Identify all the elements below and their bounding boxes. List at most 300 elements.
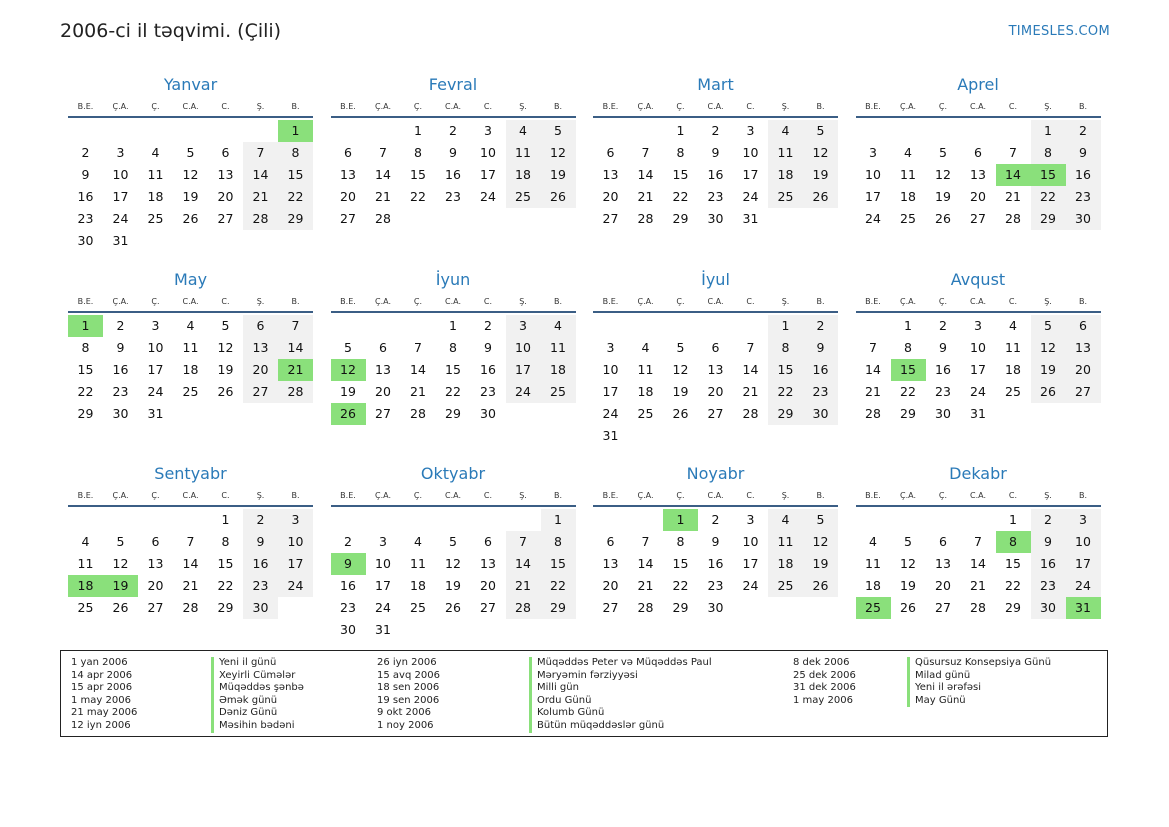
day-cell[interactable]: 25 <box>410 600 426 615</box>
day-cell[interactable]: 26 <box>803 186 838 208</box>
day-cell[interactable]: 20 <box>707 383 724 399</box>
day-cell[interactable]: 5 <box>676 339 685 355</box>
day-cell[interactable]: 8 <box>1031 142 1066 164</box>
day-cell[interactable]: 11 <box>410 556 426 571</box>
day-cell[interactable]: 13 <box>602 167 619 182</box>
day-cell[interactable]: 6 <box>974 145 982 160</box>
day-cell[interactable]: 12 <box>803 142 838 164</box>
day-cell[interactable]: 16 <box>1031 553 1066 575</box>
day-cell[interactable]: 11 <box>768 531 803 553</box>
day-cell[interactable]: 19 <box>672 383 689 399</box>
day-cell[interactable]: 16 <box>707 167 724 182</box>
day-cell[interactable]: 24 <box>742 189 759 204</box>
day-cell[interactable]: 17 <box>970 361 986 377</box>
day-cell[interactable]: 14 <box>278 337 313 359</box>
day-cell[interactable]: 10 <box>147 339 164 355</box>
day-cell[interactable]: 21 <box>182 578 199 593</box>
day-cell[interactable]: 21 <box>637 189 654 204</box>
day-cell[interactable]: 9 <box>1066 142 1101 164</box>
day-cell[interactable]: 4 <box>541 315 576 337</box>
day-cell[interactable]: 2 <box>803 315 838 337</box>
day-cell[interactable]: 28 <box>278 381 313 403</box>
day-cell[interactable]: 12 <box>217 339 234 355</box>
day-cell[interactable]: 24 <box>112 211 129 226</box>
day-cell[interactable]: 22 <box>445 383 461 399</box>
day-cell[interactable]: 12 <box>182 167 199 182</box>
day-cell[interactable]: 18 <box>541 359 576 381</box>
day-cell[interactable]: 16 <box>1066 164 1101 186</box>
day-cell[interactable]: 17 <box>375 578 391 593</box>
day-cell[interactable]: 29 <box>445 405 461 421</box>
day-cell[interactable]: 24 <box>375 600 391 615</box>
day-cell[interactable]: 7 <box>1009 145 1017 160</box>
day-cell[interactable]: 10 <box>112 167 129 182</box>
day-cell[interactable]: 30 <box>707 600 724 615</box>
day-cell[interactable]: 23 <box>935 383 951 399</box>
day-cell[interactable]: 12 <box>672 361 689 377</box>
day-cell[interactable]: 18 <box>768 164 803 186</box>
day-cell[interactable]: 17 <box>602 383 619 399</box>
day-cell[interactable]: 20 <box>602 578 619 593</box>
day-cell[interactable]: 5 <box>221 317 230 333</box>
day-cell[interactable]: 14 <box>970 556 986 571</box>
day-cell[interactable]: 17 <box>112 189 129 204</box>
day-cell[interactable]: 7 <box>641 145 650 160</box>
day-cell[interactable]: 13 <box>602 556 619 571</box>
day-cell[interactable]: 5 <box>116 534 125 549</box>
day-cell[interactable]: 23 <box>77 211 94 226</box>
day-cell[interactable]: 11 <box>77 556 94 571</box>
day-cell[interactable]: 26 <box>900 600 916 615</box>
day-cell[interactable]: 7 <box>379 145 387 160</box>
day-cell[interactable]: 19 <box>445 578 461 593</box>
day-cell[interactable]: 15 <box>672 167 689 182</box>
day-cell[interactable]: 8 <box>676 145 685 160</box>
day-cell[interactable]: 28 <box>970 600 986 615</box>
day-cell[interactable]: 1 <box>414 123 422 138</box>
day-cell[interactable]: 15 <box>410 167 426 182</box>
day-cell[interactable]: 24 <box>147 383 164 399</box>
day-cell[interactable]: 1 <box>768 315 803 337</box>
day-cell[interactable]: 22 <box>77 383 94 399</box>
day-cell[interactable]: 1 <box>278 120 313 142</box>
day-cell[interactable]: 20 <box>243 359 278 381</box>
day-cell[interactable]: 2 <box>449 123 457 138</box>
day-cell[interactable]: 25 <box>1005 383 1021 399</box>
day-cell[interactable]: 22 <box>672 578 689 593</box>
day-cell[interactable]: 23 <box>445 189 461 204</box>
day-cell[interactable]: 21 <box>970 578 986 593</box>
day-cell[interactable]: 30 <box>112 405 129 421</box>
day-cell[interactable]: 27 <box>602 600 619 615</box>
day-cell[interactable]: 9 <box>116 339 125 355</box>
day-cell[interactable]: 21 <box>506 575 541 597</box>
day-cell[interactable]: 14 <box>506 553 541 575</box>
day-cell[interactable]: 14 <box>182 556 199 571</box>
day-cell[interactable]: 3 <box>746 123 755 138</box>
day-cell[interactable]: 26 <box>182 211 199 226</box>
day-cell[interactable]: 17 <box>278 553 313 575</box>
day-cell[interactable]: 30 <box>707 211 724 226</box>
day-cell[interactable]: 31 <box>375 622 391 637</box>
day-cell[interactable]: 15 <box>278 164 313 186</box>
day-cell[interactable]: 31 <box>112 233 129 248</box>
day-cell[interactable]: 8 <box>414 145 422 160</box>
day-cell[interactable]: 1 <box>676 123 685 138</box>
day-cell[interactable]: 4 <box>904 145 912 160</box>
day-cell[interactable]: 8 <box>904 339 912 355</box>
day-cell[interactable]: 20 <box>935 578 951 593</box>
day-cell[interactable]: 13 <box>1066 337 1101 359</box>
day-cell[interactable]: 10 <box>480 145 496 160</box>
day-cell[interactable]: 11 <box>147 167 164 182</box>
day-cell[interactable]: 11 <box>768 142 803 164</box>
day-cell[interactable]: 6 <box>606 145 615 160</box>
day-cell[interactable]: 15 <box>891 359 926 381</box>
day-cell[interactable]: 30 <box>935 405 951 421</box>
day-cell[interactable]: 2 <box>484 317 492 333</box>
day-cell[interactable]: 14 <box>410 361 426 377</box>
day-cell[interactable]: 10 <box>278 531 313 553</box>
day-cell[interactable]: 1 <box>1009 512 1017 527</box>
day-cell[interactable]: 16 <box>77 189 94 204</box>
day-cell[interactable]: 1 <box>904 317 912 333</box>
day-cell[interactable]: 2 <box>81 145 90 160</box>
day-cell[interactable]: 24 <box>1066 575 1101 597</box>
day-cell[interactable]: 30 <box>77 233 94 248</box>
day-cell[interactable]: 22 <box>672 189 689 204</box>
day-cell[interactable]: 21 <box>637 578 654 593</box>
day-cell[interactable]: 3 <box>974 317 982 333</box>
day-cell[interactable]: 26 <box>112 600 129 615</box>
day-cell[interactable]: 9 <box>711 145 720 160</box>
day-cell[interactable]: 5 <box>541 120 576 142</box>
day-cell[interactable]: 28 <box>637 211 654 226</box>
day-cell[interactable]: 4 <box>506 120 541 142</box>
day-cell[interactable]: 10 <box>970 339 986 355</box>
day-cell[interactable]: 29 <box>1005 600 1021 615</box>
day-cell[interactable]: 12 <box>445 556 461 571</box>
day-cell[interactable]: 2 <box>711 512 720 527</box>
day-cell[interactable]: 4 <box>151 145 160 160</box>
day-cell[interactable]: 15 <box>445 361 461 377</box>
day-cell[interactable]: 26 <box>445 600 461 615</box>
day-cell[interactable]: 7 <box>506 531 541 553</box>
day-cell[interactable]: 25 <box>768 186 803 208</box>
day-cell[interactable]: 15 <box>541 553 576 575</box>
day-cell[interactable]: 25 <box>182 383 199 399</box>
day-cell[interactable]: 29 <box>768 403 803 425</box>
day-cell[interactable]: 4 <box>186 317 195 333</box>
day-cell[interactable]: 5 <box>803 509 838 531</box>
day-cell[interactable]: 19 <box>803 553 838 575</box>
day-cell[interactable]: 18 <box>637 383 654 399</box>
day-cell[interactable]: 12 <box>900 556 916 571</box>
day-cell[interactable]: 15 <box>672 556 689 571</box>
day-cell[interactable]: 3 <box>278 509 313 531</box>
day-cell[interactable]: 16 <box>340 578 356 593</box>
day-cell[interactable]: 28 <box>506 597 541 619</box>
day-cell[interactable]: 27 <box>243 381 278 403</box>
day-cell[interactable]: 6 <box>1066 315 1101 337</box>
day-cell[interactable]: 26 <box>672 405 689 421</box>
day-cell[interactable]: 18 <box>506 164 541 186</box>
day-cell[interactable]: 9 <box>81 167 90 182</box>
day-cell[interactable]: 17 <box>865 189 881 204</box>
day-cell[interactable]: 24 <box>506 381 541 403</box>
day-cell[interactable]: 26 <box>217 383 234 399</box>
day-cell[interactable]: 7 <box>746 339 755 355</box>
day-cell[interactable]: 5 <box>803 120 838 142</box>
day-cell[interactable]: 23 <box>112 383 129 399</box>
day-cell[interactable]: 28 <box>1005 211 1021 226</box>
day-cell[interactable]: 11 <box>506 142 541 164</box>
day-cell[interactable]: 21 <box>278 359 313 381</box>
day-cell[interactable]: 5 <box>939 145 947 160</box>
day-cell[interactable]: 3 <box>1066 509 1101 531</box>
day-cell[interactable]: 6 <box>939 534 947 549</box>
day-cell[interactable]: 18 <box>1005 361 1021 377</box>
day-cell[interactable]: 27 <box>707 405 724 421</box>
day-cell[interactable]: 22 <box>900 383 916 399</box>
day-cell[interactable]: 13 <box>970 167 986 182</box>
day-cell[interactable]: 27 <box>480 600 496 615</box>
day-cell[interactable]: 23 <box>803 381 838 403</box>
day-cell[interactable]: 5 <box>904 534 912 549</box>
day-cell[interactable]: 21 <box>742 383 759 399</box>
day-cell[interactable]: 31 <box>147 405 164 421</box>
day-cell[interactable]: 18 <box>900 189 916 204</box>
day-cell[interactable]: 9 <box>484 339 492 355</box>
day-cell[interactable]: 3 <box>116 145 125 160</box>
day-cell[interactable]: 24 <box>480 189 496 204</box>
day-cell[interactable]: 8 <box>449 339 457 355</box>
day-cell[interactable]: 19 <box>340 383 356 399</box>
day-cell[interactable]: 8 <box>81 339 90 355</box>
day-cell[interactable]: 24 <box>602 405 619 421</box>
day-cell[interactable]: 12 <box>803 531 838 553</box>
day-cell[interactable]: 13 <box>147 556 164 571</box>
day-cell[interactable]: 14 <box>637 167 654 182</box>
day-cell[interactable]: 19 <box>217 361 234 377</box>
day-cell[interactable]: 15 <box>1031 164 1066 186</box>
day-cell[interactable]: 12 <box>112 556 129 571</box>
day-cell[interactable]: 4 <box>768 120 803 142</box>
day-cell[interactable]: 13 <box>340 167 356 182</box>
day-cell[interactable]: 16 <box>243 553 278 575</box>
day-cell[interactable]: 28 <box>865 405 881 421</box>
day-cell[interactable]: 24 <box>865 211 881 226</box>
day-cell[interactable]: 7 <box>414 339 422 355</box>
day-cell[interactable]: 2 <box>1031 509 1066 531</box>
day-cell[interactable]: 25 <box>147 211 164 226</box>
day-cell[interactable]: 29 <box>672 211 689 226</box>
day-cell[interactable]: 30 <box>340 622 356 637</box>
day-cell[interactable]: 4 <box>414 534 422 549</box>
day-cell[interactable]: 23 <box>480 383 496 399</box>
day-cell[interactable]: 9 <box>1031 531 1066 553</box>
day-cell[interactable]: 25 <box>856 597 891 619</box>
day-cell[interactable]: 8 <box>221 534 230 549</box>
day-cell[interactable]: 6 <box>711 339 720 355</box>
day-cell[interactable]: 30 <box>1066 208 1101 230</box>
day-cell[interactable]: 29 <box>1031 208 1066 230</box>
day-cell[interactable]: 19 <box>1031 359 1066 381</box>
day-cell[interactable]: 30 <box>480 405 496 421</box>
day-cell[interactable]: 29 <box>278 208 313 230</box>
day-cell[interactable]: 16 <box>445 167 461 182</box>
day-cell[interactable]: 10 <box>375 556 391 571</box>
day-cell[interactable]: 18 <box>410 578 426 593</box>
day-cell[interactable]: 13 <box>375 361 391 377</box>
day-cell[interactable]: 13 <box>480 556 496 571</box>
day-cell[interactable]: 1 <box>449 317 457 333</box>
day-cell[interactable]: 20 <box>1066 359 1101 381</box>
day-cell[interactable]: 8 <box>278 142 313 164</box>
day-cell[interactable]: 2 <box>939 317 947 333</box>
day-cell[interactable]: 17 <box>147 361 164 377</box>
day-cell[interactable]: 20 <box>375 383 391 399</box>
day-cell[interactable]: 11 <box>541 337 576 359</box>
day-cell[interactable]: 12 <box>541 142 576 164</box>
day-cell[interactable]: 4 <box>1009 317 1017 333</box>
day-cell[interactable]: 6 <box>151 534 160 549</box>
day-cell[interactable]: 24 <box>278 575 313 597</box>
day-cell[interactable]: 6 <box>379 339 387 355</box>
day-cell[interactable]: 19 <box>900 578 916 593</box>
day-cell[interactable]: 16 <box>480 361 496 377</box>
day-cell[interactable]: 26 <box>1031 381 1066 403</box>
day-cell[interactable]: 27 <box>375 405 391 421</box>
day-cell[interactable]: 11 <box>182 339 199 355</box>
day-cell[interactable]: 1 <box>541 509 576 531</box>
day-cell[interactable]: 15 <box>217 556 234 571</box>
day-cell[interactable]: 17 <box>480 167 496 182</box>
day-cell[interactable]: 5 <box>344 339 352 355</box>
day-cell[interactable]: 2 <box>243 509 278 531</box>
day-cell[interactable]: 7 <box>869 339 877 355</box>
day-cell[interactable]: 27 <box>340 211 356 226</box>
day-cell[interactable]: 20 <box>602 189 619 204</box>
day-cell[interactable]: 16 <box>707 556 724 571</box>
day-cell[interactable]: 26 <box>331 403 366 425</box>
day-cell[interactable]: 19 <box>803 164 838 186</box>
day-cell[interactable]: 14 <box>742 361 759 377</box>
day-cell[interactable]: 3 <box>606 339 615 355</box>
day-cell[interactable]: 20 <box>147 578 164 593</box>
day-cell[interactable]: 6 <box>484 534 492 549</box>
day-cell[interactable]: 27 <box>147 600 164 615</box>
day-cell[interactable]: 6 <box>344 145 352 160</box>
day-cell[interactable]: 18 <box>147 189 164 204</box>
day-cell[interactable]: 14 <box>865 361 881 377</box>
day-cell[interactable]: 20 <box>480 578 496 593</box>
day-cell[interactable]: 21 <box>243 186 278 208</box>
day-cell[interactable]: 28 <box>375 211 391 226</box>
day-cell[interactable]: 17 <box>742 556 759 571</box>
day-cell[interactable]: 29 <box>672 600 689 615</box>
day-cell[interactable]: 19 <box>935 189 951 204</box>
day-cell[interactable]: 13 <box>243 337 278 359</box>
day-cell[interactable]: 15 <box>77 361 94 377</box>
day-cell[interactable]: 31 <box>742 211 759 226</box>
day-cell[interactable]: 24 <box>742 578 759 593</box>
day-cell[interactable]: 18 <box>182 361 199 377</box>
day-cell[interactable]: 18 <box>865 578 881 593</box>
day-cell[interactable]: 24 <box>970 383 986 399</box>
day-cell[interactable]: 13 <box>217 167 234 182</box>
day-cell[interactable]: 20 <box>217 189 234 204</box>
day-cell[interactable]: 29 <box>900 405 916 421</box>
day-cell[interactable]: 8 <box>768 337 803 359</box>
day-cell[interactable]: 10 <box>602 361 619 377</box>
day-cell[interactable]: 9 <box>939 339 947 355</box>
day-cell[interactable]: 19 <box>541 164 576 186</box>
day-cell[interactable]: 31 <box>970 405 986 421</box>
day-cell[interactable]: 25 <box>637 405 654 421</box>
day-cell[interactable]: 1 <box>221 512 230 527</box>
day-cell[interactable]: 29 <box>541 597 576 619</box>
day-cell[interactable]: 9 <box>243 531 278 553</box>
day-cell[interactable]: 30 <box>243 597 278 619</box>
day-cell[interactable]: 6 <box>606 534 615 549</box>
day-cell[interactable]: 28 <box>637 600 654 615</box>
day-cell[interactable]: 12 <box>935 167 951 182</box>
day-cell[interactable]: 8 <box>996 531 1031 553</box>
day-cell[interactable]: 30 <box>1031 597 1066 619</box>
day-cell[interactable]: 29 <box>217 600 234 615</box>
day-cell[interactable]: 26 <box>541 186 576 208</box>
day-cell[interactable]: 2 <box>116 317 125 333</box>
day-cell[interactable]: 18 <box>68 575 103 597</box>
day-cell[interactable]: 11 <box>900 167 916 182</box>
day-cell[interactable]: 7 <box>278 315 313 337</box>
day-cell[interactable]: 23 <box>707 189 724 204</box>
day-cell[interactable]: 3 <box>506 315 541 337</box>
day-cell[interactable]: 3 <box>379 534 387 549</box>
day-cell[interactable]: 21 <box>375 189 391 204</box>
day-cell[interactable]: 11 <box>637 361 654 377</box>
day-cell[interactable]: 27 <box>1066 381 1101 403</box>
day-cell[interactable]: 26 <box>803 575 838 597</box>
day-cell[interactable]: 3 <box>151 317 160 333</box>
day-cell[interactable]: 10 <box>742 534 759 549</box>
day-cell[interactable]: 18 <box>768 553 803 575</box>
day-cell[interactable]: 10 <box>865 167 881 182</box>
day-cell[interactable]: 23 <box>243 575 278 597</box>
day-cell[interactable]: 10 <box>1066 531 1101 553</box>
day-cell[interactable]: 1 <box>68 315 103 337</box>
day-cell[interactable]: 15 <box>768 359 803 381</box>
day-cell[interactable]: 19 <box>103 575 138 597</box>
day-cell[interactable]: 17 <box>1066 553 1101 575</box>
day-cell[interactable]: 23 <box>1066 186 1101 208</box>
day-cell[interactable]: 28 <box>410 405 426 421</box>
day-cell[interactable]: 27 <box>970 211 986 226</box>
day-cell[interactable]: 22 <box>541 575 576 597</box>
day-cell[interactable]: 30 <box>803 403 838 425</box>
day-cell[interactable]: 6 <box>221 145 230 160</box>
day-cell[interactable]: 20 <box>340 189 356 204</box>
day-cell[interactable]: 16 <box>935 361 951 377</box>
day-cell[interactable]: 12 <box>331 359 366 381</box>
day-cell[interactable]: 1 <box>1031 120 1066 142</box>
day-cell[interactable]: 22 <box>768 381 803 403</box>
day-cell[interactable]: 27 <box>935 600 951 615</box>
day-cell[interactable]: 31 <box>602 427 619 443</box>
day-cell[interactable]: 13 <box>935 556 951 571</box>
day-cell[interactable]: 25 <box>541 381 576 403</box>
